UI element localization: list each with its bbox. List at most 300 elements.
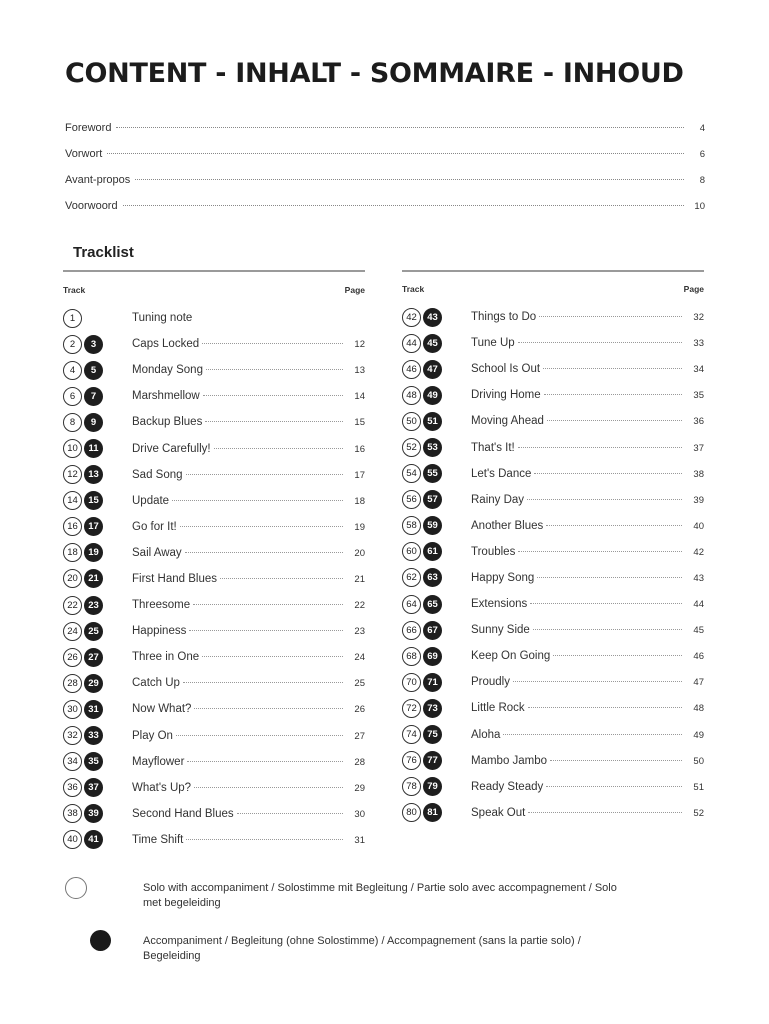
dot-leader bbox=[186, 474, 343, 475]
solo-track-badge: 48 bbox=[402, 386, 421, 405]
dot-leader bbox=[187, 761, 343, 762]
dot-leader bbox=[206, 369, 343, 370]
accompaniment-track-badge: 7 bbox=[84, 387, 103, 406]
song-title: Update bbox=[132, 494, 170, 507]
song-title: Little Rock bbox=[471, 702, 525, 715]
accompaniment-track-badge: 67 bbox=[423, 621, 442, 640]
track-row[interactable] bbox=[402, 748, 704, 774]
accompaniment-track-badge: 37 bbox=[84, 778, 103, 797]
song-page: 29 bbox=[354, 782, 365, 794]
track-row[interactable] bbox=[63, 305, 365, 331]
toc-entry[interactable] bbox=[65, 148, 705, 174]
song-title: Tuning note bbox=[132, 312, 193, 325]
page-header: Page bbox=[683, 284, 704, 294]
song-title: Monday Song bbox=[132, 364, 203, 377]
solo-track-badge: 66 bbox=[402, 621, 421, 640]
toc-label: Vorwort bbox=[65, 148, 103, 160]
song-page: 19 bbox=[354, 521, 365, 533]
filled-circle-icon bbox=[90, 930, 111, 951]
dot-leader bbox=[172, 500, 343, 501]
accompaniment-track-badge: 73 bbox=[423, 699, 442, 718]
track-row[interactable] bbox=[63, 462, 365, 488]
accompaniment-track-badge: 5 bbox=[84, 361, 103, 380]
song-title: Go for It! bbox=[132, 520, 177, 533]
track-row[interactable] bbox=[63, 644, 365, 670]
track-numbers bbox=[63, 309, 132, 328]
song-page: 40 bbox=[693, 520, 704, 532]
song-entry bbox=[471, 807, 704, 819]
song-page: 42 bbox=[693, 546, 704, 558]
solo-track-badge: 22 bbox=[63, 596, 82, 615]
track-row[interactable] bbox=[63, 696, 365, 722]
accompaniment-track-badge: 23 bbox=[84, 596, 103, 615]
accompaniment-track-badge: 13 bbox=[84, 465, 103, 484]
song-entry bbox=[471, 442, 704, 454]
song-entry bbox=[471, 755, 704, 767]
song-page: 18 bbox=[354, 495, 365, 507]
accompaniment-track-badge: 17 bbox=[84, 517, 103, 536]
dot-leader bbox=[546, 786, 682, 787]
song-title: Aloha bbox=[471, 728, 501, 741]
solo-track-badge: 1 bbox=[63, 309, 82, 328]
solo-track-badge: 32 bbox=[63, 726, 82, 745]
song-title: Ready Steady bbox=[471, 780, 544, 793]
track-row[interactable] bbox=[63, 488, 365, 514]
track-row[interactable] bbox=[402, 382, 704, 408]
song-page: 26 bbox=[354, 704, 365, 716]
accompaniment-track-badge: 55 bbox=[423, 464, 442, 483]
track-numbers bbox=[402, 490, 471, 509]
song-entry bbox=[471, 389, 704, 401]
dot-leader bbox=[214, 448, 343, 449]
song-page: 51 bbox=[693, 781, 704, 793]
song-page: 21 bbox=[354, 573, 365, 585]
track-numbers bbox=[63, 596, 132, 615]
toc-entry[interactable] bbox=[65, 200, 705, 226]
song-entry bbox=[471, 676, 704, 688]
accompaniment-track-badge: 61 bbox=[423, 542, 442, 561]
song-entry bbox=[132, 625, 365, 637]
song-entry bbox=[132, 573, 365, 585]
song-title: Troubles bbox=[471, 545, 516, 558]
track-row[interactable] bbox=[63, 540, 365, 566]
track-numbers bbox=[63, 804, 132, 823]
solo-track-badge: 54 bbox=[402, 464, 421, 483]
dot-leader bbox=[547, 420, 682, 421]
song-title: Let's Dance bbox=[471, 467, 532, 480]
solo-track-badge: 56 bbox=[402, 490, 421, 509]
track-numbers bbox=[402, 438, 471, 457]
track-numbers bbox=[402, 568, 471, 587]
dot-leader bbox=[107, 153, 684, 154]
song-page: 12 bbox=[354, 339, 365, 351]
dot-leader bbox=[189, 630, 343, 631]
dot-leader bbox=[518, 551, 682, 552]
track-numbers bbox=[402, 777, 471, 796]
song-entry bbox=[471, 494, 704, 506]
accompaniment-track-badge: 77 bbox=[423, 751, 442, 770]
song-entry bbox=[132, 364, 365, 376]
accompaniment-track-badge: 69 bbox=[423, 647, 442, 666]
accompaniment-track-badge: 27 bbox=[84, 648, 103, 667]
track-numbers bbox=[402, 647, 471, 666]
toc-entry[interactable] bbox=[65, 174, 705, 200]
solo-track-badge: 68 bbox=[402, 647, 421, 666]
dot-leader bbox=[553, 655, 682, 656]
song-title: Sad Song bbox=[132, 468, 183, 481]
tracklist-column-left bbox=[63, 270, 365, 853]
song-title: Mambo Jambo bbox=[471, 754, 548, 767]
song-title: Time Shift bbox=[132, 833, 184, 846]
solo-track-badge: 70 bbox=[402, 673, 421, 692]
song-entry bbox=[132, 651, 365, 663]
solo-track-badge: 8 bbox=[63, 413, 82, 432]
song-title: Play On bbox=[132, 729, 173, 742]
track-row[interactable] bbox=[63, 514, 365, 540]
song-title: Driving Home bbox=[471, 389, 541, 402]
track-numbers bbox=[402, 412, 471, 431]
dot-leader bbox=[513, 681, 682, 682]
track-row[interactable] bbox=[402, 669, 704, 695]
toc-label: Foreword bbox=[65, 122, 112, 134]
track-numbers bbox=[63, 700, 132, 719]
accompaniment-track-badge: 59 bbox=[423, 516, 442, 535]
dot-leader bbox=[518, 447, 682, 448]
dot-leader bbox=[135, 179, 684, 180]
song-page: 13 bbox=[354, 365, 365, 377]
toc-label: Voorwoord bbox=[65, 200, 118, 212]
accompaniment-track-badge: 49 bbox=[423, 386, 442, 405]
solo-track-badge: 44 bbox=[402, 334, 421, 353]
dot-leader bbox=[220, 578, 343, 579]
dot-leader bbox=[123, 205, 684, 206]
track-row[interactable] bbox=[402, 434, 704, 460]
dot-leader bbox=[180, 526, 343, 527]
accompaniment-track-badge: 19 bbox=[84, 543, 103, 562]
solo-track-badge: 42 bbox=[402, 308, 421, 327]
track-numbers bbox=[402, 360, 471, 379]
accompaniment-track-badge: 71 bbox=[423, 673, 442, 692]
track-row[interactable] bbox=[402, 722, 704, 748]
song-title: Caps Locked bbox=[132, 338, 200, 351]
dot-leader bbox=[544, 394, 682, 395]
legend-text: Accompaniment / Begleitung (ohne Solostimme) / Accompagnement (sans la partie solo) / Begeleiding bbox=[143, 935, 581, 962]
song-title: Rainy Day bbox=[471, 493, 525, 506]
dot-leader bbox=[202, 343, 343, 344]
song-title: Backup Blues bbox=[132, 416, 203, 429]
song-page: 28 bbox=[354, 756, 365, 768]
solo-track-badge: 36 bbox=[63, 778, 82, 797]
track-row[interactable] bbox=[63, 409, 365, 435]
toc-entry[interactable] bbox=[65, 122, 705, 148]
dot-leader bbox=[237, 813, 343, 814]
track-row[interactable] bbox=[402, 643, 704, 669]
song-title: Moving Ahead bbox=[471, 415, 544, 428]
track-row[interactable] bbox=[402, 539, 704, 565]
track-row[interactable] bbox=[402, 487, 704, 513]
song-entry bbox=[471, 729, 704, 741]
track-numbers bbox=[63, 335, 132, 354]
song-page: 30 bbox=[354, 808, 365, 820]
solo-track-badge: 62 bbox=[402, 568, 421, 587]
dot-leader bbox=[185, 552, 343, 553]
toc-label: Avant-propos bbox=[65, 174, 131, 186]
accompaniment-track-badge: 65 bbox=[423, 595, 442, 614]
solo-track-badge: 30 bbox=[63, 700, 82, 719]
song-page: 31 bbox=[354, 834, 365, 846]
accompaniment-track-badge: 63 bbox=[423, 568, 442, 587]
track-row[interactable] bbox=[63, 775, 365, 801]
dot-leader bbox=[546, 525, 682, 526]
toc-page: 6 bbox=[699, 149, 705, 160]
song-page: 24 bbox=[354, 652, 365, 664]
track-numbers bbox=[63, 648, 132, 667]
song-title: School Is Out bbox=[471, 363, 541, 376]
accompaniment-track-badge: 35 bbox=[84, 752, 103, 771]
solo-track-badge: 16 bbox=[63, 517, 82, 536]
song-title: That's It! bbox=[471, 441, 515, 454]
accompaniment-track-badge: 31 bbox=[84, 700, 103, 719]
dot-leader bbox=[205, 421, 343, 422]
song-entry bbox=[132, 338, 365, 350]
track-row[interactable] bbox=[402, 461, 704, 487]
song-page: 22 bbox=[354, 600, 365, 612]
track-row[interactable] bbox=[402, 800, 704, 826]
song-title: Mayflower bbox=[132, 755, 185, 768]
track-row[interactable] bbox=[63, 801, 365, 827]
solo-track-badge: 34 bbox=[63, 752, 82, 771]
track-row[interactable] bbox=[402, 695, 704, 721]
song-title: Speak Out bbox=[471, 806, 526, 819]
song-page: 32 bbox=[693, 312, 704, 324]
track-numbers bbox=[63, 778, 132, 797]
song-page: 36 bbox=[693, 416, 704, 428]
track-row[interactable] bbox=[63, 357, 365, 383]
track-numbers bbox=[63, 517, 132, 536]
song-entry bbox=[132, 443, 365, 455]
song-entry bbox=[132, 703, 365, 715]
dot-leader bbox=[550, 760, 682, 761]
track-numbers bbox=[63, 387, 132, 406]
accompaniment-track-badge: 41 bbox=[84, 830, 103, 849]
track-numbers bbox=[402, 308, 471, 327]
track-row[interactable] bbox=[402, 408, 704, 434]
track-numbers bbox=[63, 726, 132, 745]
solo-track-badge: 78 bbox=[402, 777, 421, 796]
accompaniment-track-badge: 25 bbox=[84, 622, 103, 641]
solo-track-badge: 74 bbox=[402, 725, 421, 744]
song-page: 45 bbox=[693, 625, 704, 637]
track-row[interactable] bbox=[402, 330, 704, 356]
song-title: Drive Carefully! bbox=[132, 442, 211, 455]
song-title: Three in One bbox=[132, 651, 200, 664]
open-circle-icon bbox=[65, 877, 87, 899]
song-page: 15 bbox=[354, 417, 365, 429]
dot-leader bbox=[539, 316, 682, 317]
solo-track-badge: 2 bbox=[63, 335, 82, 354]
song-page: 34 bbox=[693, 364, 704, 376]
track-header: Track bbox=[63, 285, 86, 295]
track-row[interactable] bbox=[402, 617, 704, 643]
song-title: Things to Do bbox=[471, 311, 537, 324]
solo-track-badge: 20 bbox=[63, 569, 82, 588]
track-row[interactable] bbox=[63, 566, 365, 592]
song-page: 14 bbox=[354, 391, 365, 403]
accompaniment-track-badge: 43 bbox=[423, 308, 442, 327]
song-title: Happy Song bbox=[471, 571, 535, 584]
track-numbers bbox=[63, 361, 132, 380]
song-title: Tune Up bbox=[471, 337, 515, 350]
accompaniment-track-badge: 51 bbox=[423, 412, 442, 431]
song-page: 17 bbox=[354, 469, 365, 481]
song-entry bbox=[471, 546, 704, 558]
song-entry bbox=[132, 599, 365, 611]
song-title: Now What? bbox=[132, 703, 192, 716]
track-row[interactable] bbox=[63, 331, 365, 357]
track-numbers bbox=[402, 595, 471, 614]
song-title: What's Up? bbox=[132, 781, 192, 794]
track-numbers bbox=[402, 751, 471, 770]
song-entry bbox=[132, 808, 365, 820]
legend-text: Solo with accompaniment / Solostimme mit Begleitung / Partie solo avec accompagnement / Solo met begeleiding bbox=[143, 882, 617, 909]
song-page: 48 bbox=[693, 703, 704, 715]
accompaniment-track-badge: 15 bbox=[84, 491, 103, 510]
solo-track-badge: 18 bbox=[63, 543, 82, 562]
song-entry bbox=[471, 781, 704, 793]
dot-leader bbox=[203, 395, 343, 396]
dot-leader bbox=[176, 735, 343, 736]
track-header: Track bbox=[402, 284, 425, 294]
track-numbers bbox=[63, 830, 132, 849]
legend-item-accompaniment bbox=[65, 934, 685, 964]
dot-leader bbox=[194, 708, 343, 709]
song-page: 47 bbox=[693, 677, 704, 689]
track-row[interactable] bbox=[402, 774, 704, 800]
track-row[interactable] bbox=[63, 827, 365, 853]
song-title: First Hand Blues bbox=[132, 572, 218, 585]
song-title: Sunny Side bbox=[471, 624, 530, 637]
accompaniment-track-badge: 29 bbox=[84, 674, 103, 693]
song-page: 33 bbox=[693, 338, 704, 350]
dot-leader bbox=[186, 839, 343, 840]
toc-page: 8 bbox=[699, 175, 705, 186]
song-title: Extensions bbox=[471, 598, 528, 611]
track-numbers bbox=[63, 622, 132, 641]
divider bbox=[63, 270, 365, 272]
song-page: 52 bbox=[693, 807, 704, 819]
song-entry bbox=[132, 547, 365, 559]
song-entry bbox=[132, 834, 365, 846]
track-numbers bbox=[63, 674, 132, 693]
dot-leader bbox=[530, 603, 682, 604]
solo-track-badge: 10 bbox=[63, 439, 82, 458]
song-entry bbox=[471, 598, 704, 610]
solo-track-badge: 12 bbox=[63, 465, 82, 484]
solo-track-badge: 46 bbox=[402, 360, 421, 379]
track-row[interactable] bbox=[402, 513, 704, 539]
page-header: Page bbox=[344, 285, 365, 295]
song-page: 27 bbox=[354, 730, 365, 742]
song-entry bbox=[132, 677, 365, 689]
column-header bbox=[402, 284, 704, 304]
toc-page: 10 bbox=[694, 201, 705, 212]
song-entry bbox=[471, 572, 704, 584]
track-numbers bbox=[63, 752, 132, 771]
song-page: 37 bbox=[693, 442, 704, 454]
song-title: Proudly bbox=[471, 676, 510, 689]
accompaniment-track-badge: 79 bbox=[423, 777, 442, 796]
track-row[interactable] bbox=[402, 356, 704, 382]
track-numbers bbox=[402, 725, 471, 744]
accompaniment-track-badge: 33 bbox=[84, 726, 103, 745]
dot-leader bbox=[116, 127, 684, 128]
song-entry bbox=[471, 702, 704, 714]
song-page: 16 bbox=[354, 443, 365, 455]
track-row[interactable] bbox=[402, 565, 704, 591]
solo-track-badge: 64 bbox=[402, 595, 421, 614]
solo-track-badge: 76 bbox=[402, 751, 421, 770]
track-numbers bbox=[402, 621, 471, 640]
song-entry bbox=[471, 650, 704, 662]
front-matter-toc bbox=[65, 122, 705, 226]
track-row[interactable] bbox=[63, 749, 365, 775]
solo-track-badge: 52 bbox=[402, 438, 421, 457]
accompaniment-track-badge: 53 bbox=[423, 438, 442, 457]
solo-track-badge: 72 bbox=[402, 699, 421, 718]
solo-track-badge: 4 bbox=[63, 361, 82, 380]
dot-leader bbox=[528, 812, 682, 813]
track-numbers bbox=[63, 491, 132, 510]
song-page: 20 bbox=[354, 547, 365, 559]
accompaniment-track-badge: 57 bbox=[423, 490, 442, 509]
accompaniment-track-badge: 21 bbox=[84, 569, 103, 588]
tracklist-heading: Tracklist bbox=[73, 244, 134, 261]
song-page: 50 bbox=[693, 755, 704, 767]
song-entry bbox=[132, 782, 365, 794]
toc-page: 4 bbox=[699, 123, 705, 134]
page-title: CONTENT - INHALT - SOMMAIRE - INHOUD bbox=[65, 58, 684, 89]
dot-leader bbox=[193, 604, 343, 605]
track-numbers bbox=[402, 699, 471, 718]
song-entry bbox=[471, 520, 704, 532]
track-numbers bbox=[63, 543, 132, 562]
track-row[interactable] bbox=[63, 592, 365, 618]
accompaniment-track-badge: 47 bbox=[423, 360, 442, 379]
track-numbers bbox=[402, 516, 471, 535]
dot-leader bbox=[527, 499, 682, 500]
track-row[interactable] bbox=[63, 670, 365, 696]
track-numbers bbox=[402, 673, 471, 692]
track-row[interactable] bbox=[63, 723, 365, 749]
song-entry bbox=[132, 390, 365, 402]
dot-leader bbox=[194, 787, 343, 788]
track-numbers bbox=[63, 413, 132, 432]
dot-leader bbox=[533, 629, 682, 630]
dot-leader bbox=[543, 368, 682, 369]
track-row[interactable] bbox=[402, 591, 704, 617]
song-entry bbox=[132, 469, 365, 481]
solo-track-badge: 38 bbox=[63, 804, 82, 823]
track-row[interactable] bbox=[402, 304, 704, 330]
track-row[interactable] bbox=[63, 383, 365, 409]
track-row[interactable] bbox=[63, 618, 365, 644]
track-row[interactable] bbox=[63, 435, 365, 461]
song-page: 25 bbox=[354, 678, 365, 690]
track-numbers bbox=[402, 386, 471, 405]
song-title: Happiness bbox=[132, 625, 187, 638]
song-title: Another Blues bbox=[471, 519, 544, 532]
solo-track-badge: 80 bbox=[402, 803, 421, 822]
